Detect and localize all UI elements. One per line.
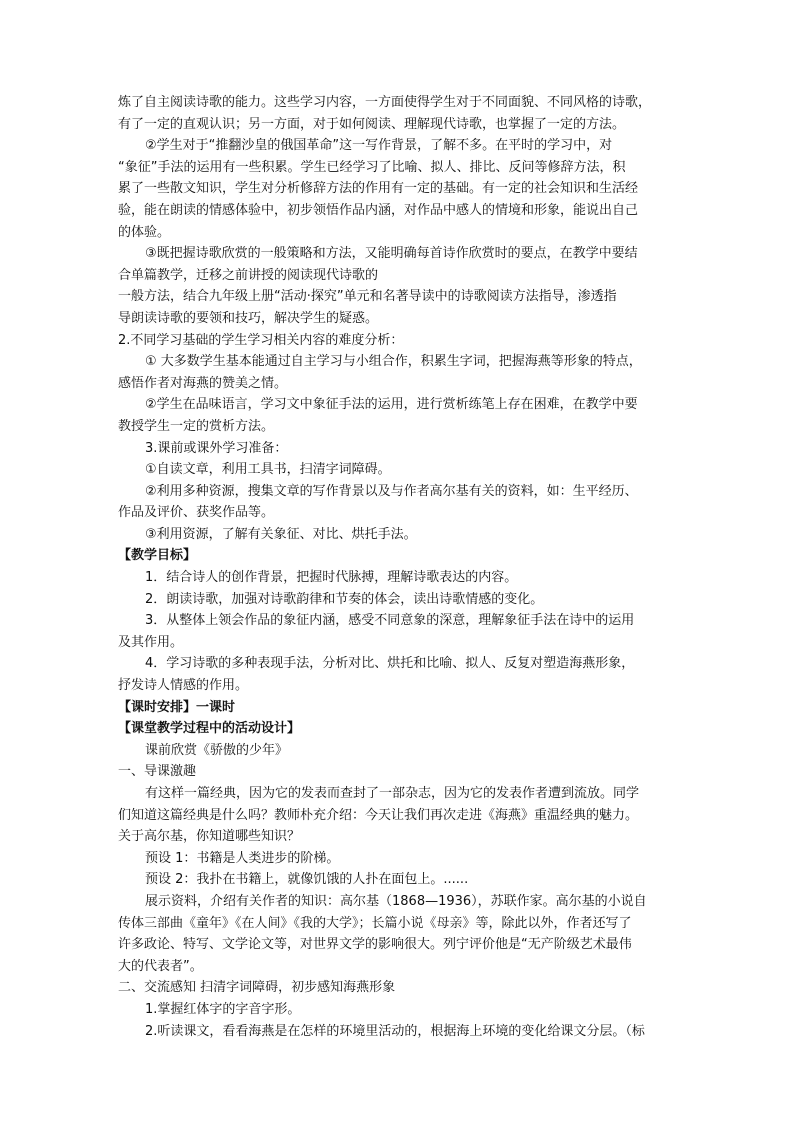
text-line: ②学生在品味语言，学习文中象征手法的运用，进行赏析练笔上存在困难，在教学中要 [145,397,638,413]
text-line: ③利用资源，了解有关象征、对比、烘托手法。 [145,526,417,542]
text-line: ① 大多数学生基本能通过自主学习与小组合作，积累生字词，把握海燕等形象的特点， [145,354,642,370]
text-line: 许多政论、特写、文学论文等，对世界文学的影响很大。列宁评价他是“无产阶级艺术最伟 [118,937,632,953]
text-line: 2.听读课文，看看海燕是在怎样的环境里活动的，根据海上环境的变化给课文分层。（标 [145,1023,645,1039]
text-line: ③既把握诗歌欣赏的一般策略和方法，又能明确每首诗作欣赏时的要点，在教学中要结 [145,246,638,262]
text-line: 有这样一篇经典，因为它的发表而查封了一部杂志，因为它的发表作者遭到流放。同学 [145,786,640,801]
section-heading: 【课时安排】一课时 [118,699,236,715]
text-line: 4．学习诗歌的多种表现手法，分析对比、烘托和比喻、拟人、反复对塑造海燕形象， [145,656,635,672]
section-heading: 【教学目标】 [118,548,197,564]
text-line: 感悟作者对海燕的赞美之情。 [118,375,288,391]
text-line: 累了一些散文知识，学生对分析修辞方法的作用有一定的基础。有一定的社会知识和生活经 [118,181,639,197]
document-body [118,92,688,1042]
text-line: 们知道这篇经典是什么吗？教师朴充介绍：今天让我们再次走进《海燕》重温经典的魅力。 [118,807,639,823]
text-line: 有了一定的直观认识；另一方面，对于如何阅读、理解现代诗歌，也掌握了一定的方法。 [118,116,626,132]
text-line: 展示资料，介绍有关作者的知识：高尔基（1868—1936），苏联作家。高尔基的小说自 [145,893,647,909]
text-line: ①自读文章，利用工具书，扫清字词障碍。 [145,462,391,478]
text-line: 教授学生一定的赏析方法。 [118,418,275,434]
text-line: 导朗读诗歌的要领和技巧，解决学生的疑惑。 [118,310,379,326]
text-line: 3．从整体上领会作品的象征内涵，感受不同意象的深意，理解象征手法在诗中的运用 [145,613,635,629]
text-line: 及其作用。 [118,634,184,650]
text-line: 3.课前或课外学习准备： [145,440,288,456]
text-line: 关于高尔基，你知道哪些知识？ [118,829,301,845]
text-line: 验，能在朗读的情感体验中，初步领悟作品内涵，对作品中感人的情境和形象，能说出自己 [118,202,639,218]
text-line: ②学生对于“推翻沙皇的俄国革命”这一写作背景，了解不多。在平时的学习中，对 [145,138,613,154]
text-line: 作品及评价、获奖作品等。 [118,505,275,521]
text-line: 课前欣赏《骄傲的少年》 [145,742,289,758]
text-line: 二、交流感知 扫清字词障碍，初步感知海燕形象 [118,980,396,996]
section-heading: 【课堂教学过程中的活动设计】 [118,721,301,737]
text-line: 传体三部曲《童年》《在人间》《我的大学》；长篇小说《母亲》等，除此以外，作者还写了 [118,915,632,931]
text-line: 抒发诗人情感的作用。 [118,678,249,694]
text-line: 2．朗读诗歌，加强对诗歌韵律和节奏的体会，读出诗歌情感的变化。 [145,591,544,607]
text-line: 合单篇教学，迁移之前讲授的阅读现代诗歌的 [118,267,379,283]
text-line: 1．结合诗人的创作背景，把握时代脉搏，理解诗歌表达的内容。 [145,570,518,586]
text-line: 1.掌握红体字的字音字形。 [145,1001,301,1017]
text-line: “象征”手法的运用有一些积累。学生已经学习了比喻、拟人、排比、反问等修辞方法，积 [118,159,626,175]
text-line: 炼了自主阅读诗歌的能力。这些学习内容，一方面使得学生对于不同面貌、不同风格的诗歌， [118,95,652,110]
text-line: 预设 1：书籍是人类进步的阶梯。 [145,850,340,866]
text-line: 一、导课激趣 [118,764,197,780]
text-line: 大的代表者”。 [118,958,203,974]
text-line: 2.不同学习基础的学生学习相关内容的难度分析： [118,332,404,348]
text-line: 的体验。 [118,224,171,240]
text-line: ②利用多种资源，搜集文章的写作背景以及与作者高尔基有关的资料，如：生平经历、 [145,483,638,499]
text-line: 一般方法，结合九年级上册“活动·探究”单元和名著导读中的诗歌阅读方法指导，渗透指 [118,289,617,305]
text-line: 预设 2：我扑在书籍上，就像饥饿的人扑在面包上。...... [145,872,469,888]
